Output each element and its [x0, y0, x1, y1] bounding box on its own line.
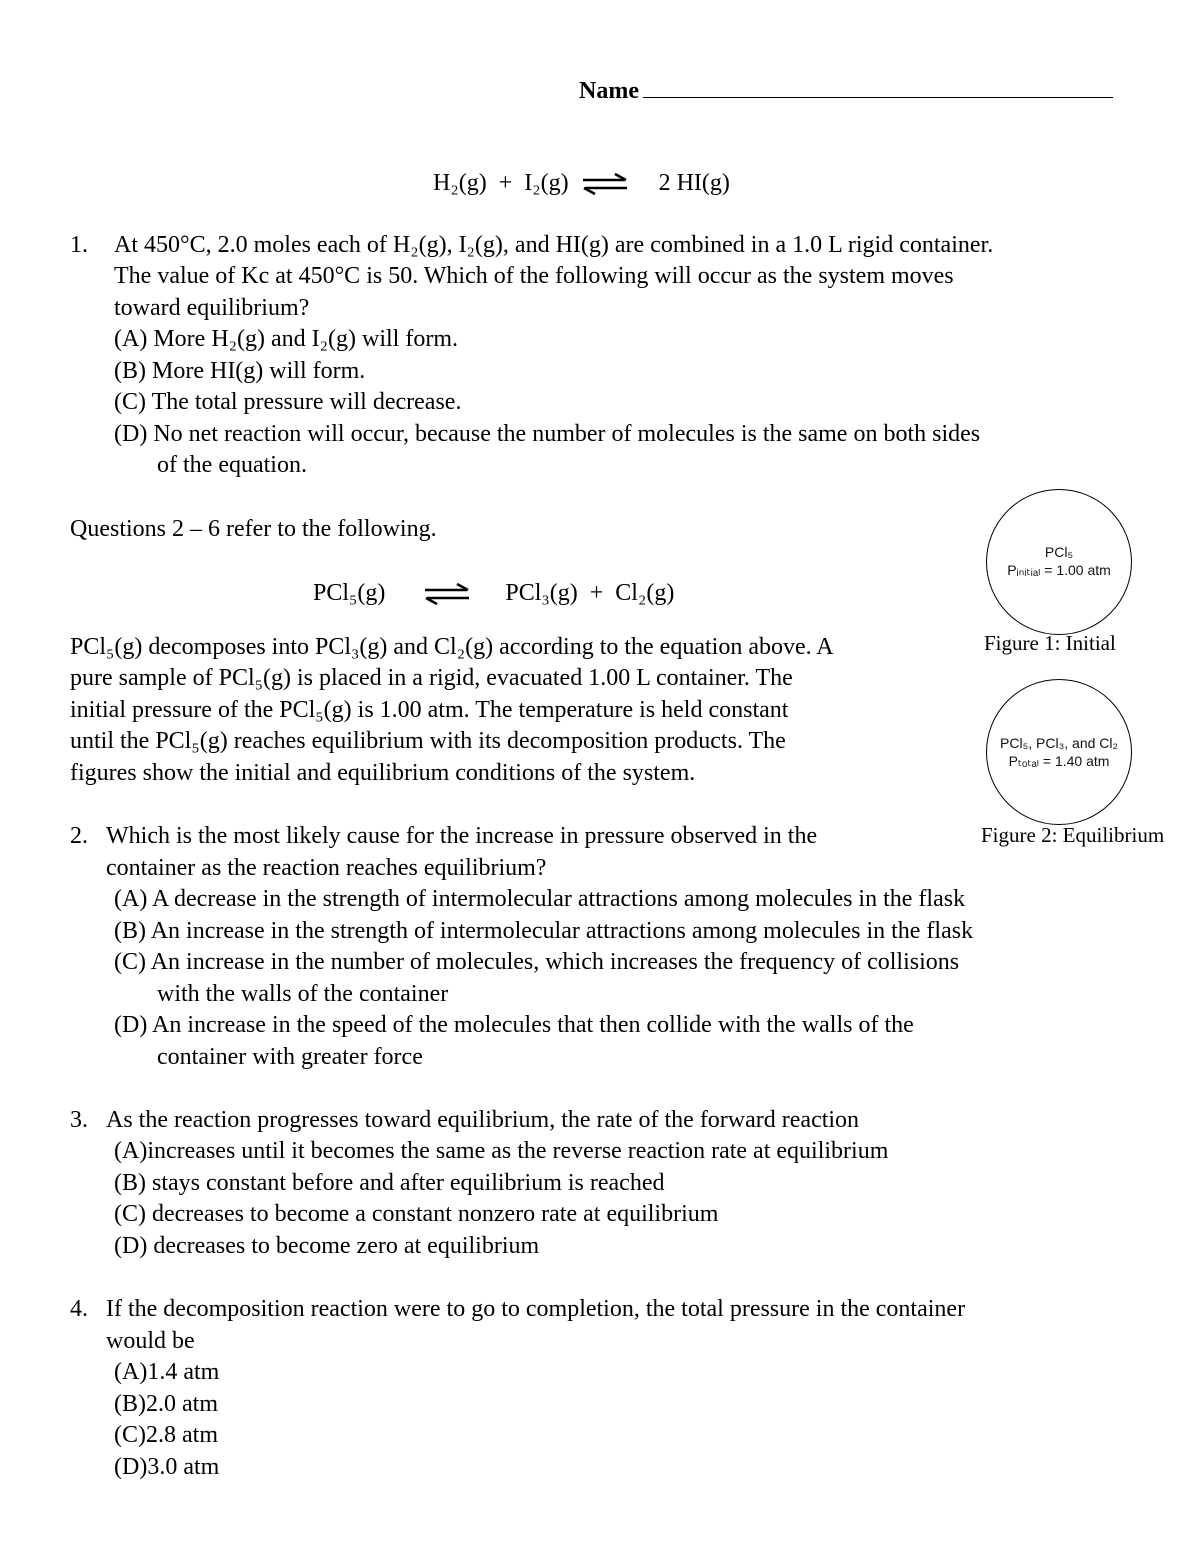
question-stem-line: As the reaction progresses toward equilibrium, the rate of the forward reaction — [106, 1107, 860, 1133]
name-label: Name — [579, 78, 639, 104]
equation-rhs: 2 HI(g) — [658, 170, 730, 196]
question-stem-line: Which is the most likely cause for the increase in pressure observed in the — [106, 823, 818, 849]
equilibrium-arrows-icon — [421, 582, 473, 606]
passage-line: initial pressure of the PCl₅(g) is 1.00 atm. The temperature is held constant — [70, 697, 789, 723]
name-field — [579, 73, 1113, 108]
answer-option-a: (A) A decrease in the strength of intermolecular attractions among molecules in the flask — [114, 886, 966, 912]
answer-option-c: (C) decreases to become a constant nonzero rate at equilibrium — [114, 1201, 719, 1227]
figure-1-caption: Figure 1: Initial — [984, 631, 1116, 655]
question-stem-line: At 450°C, 2.0 moles each of H₂(g), I₂(g), and HI(g) are combined in a 1.0 L rigid container. — [114, 232, 994, 258]
figure-2-caption: Figure 2: Equilibrium — [981, 823, 1165, 847]
figure-1-pressure: Pᵢₙᵢₜᵢₐₗ = 1.00 atm — [1007, 562, 1111, 578]
answer-option-c-continued: with the walls of the container — [157, 981, 449, 1007]
answer-option-a: (A) More H₂(g) and I₂(g) will form. — [114, 326, 458, 352]
answer-option-b: (B) stays constant before and after equilibrium is reached — [114, 1170, 665, 1196]
equation-h2-i2 — [433, 168, 730, 200]
passage-line: pure sample of PCl₅(g) is placed in a rigid, evacuated 1.00 L container. The — [70, 665, 793, 691]
answer-option-d-continued: of the equation. — [157, 452, 307, 478]
answer-option-d: (D) No net reaction will occur, because the number of molecules is the same on both sides — [114, 421, 981, 447]
passage-line: PCl₅(g) decomposes into PCl₃(g) and Cl₂(g) according to the equation above. A — [70, 634, 834, 660]
answer-option-c: (C) The total pressure will decrease. — [114, 389, 462, 415]
equilibrium-arrows-icon — [579, 172, 631, 196]
answer-option-a: (A)increases until it becomes the same as the reverse reaction rate at equilibrium — [114, 1138, 889, 1164]
question-stem-line: toward equilibrium? — [114, 295, 310, 321]
answer-option-d: (D) An increase in the speed of the molecules that then collide with the walls of the — [114, 1012, 914, 1038]
equation-rhs: PCl₃(g) + Cl₂(g) — [505, 580, 675, 606]
answer-option-c: (C) An increase in the number of molecules, which increases the frequency of collisions — [114, 949, 960, 975]
answer-option-d: (D) decreases to become zero at equilibrium — [114, 1233, 540, 1259]
question-group-intro: Questions 2 – 6 refer to the following. — [70, 516, 437, 542]
question-number: 1. — [70, 232, 88, 258]
figure-2-species: PCl₅, PCl₃, and Cl₂ — [1000, 735, 1118, 751]
figure-2-container-diagram — [986, 679, 1132, 825]
question-number: 2. — [70, 823, 88, 849]
question-stem-line: would be — [106, 1328, 195, 1354]
answer-option-d-continued: container with greater force — [157, 1044, 423, 1070]
passage-line: figures show the initial and equilibrium conditions of the system. — [70, 760, 696, 786]
equation-lhs: H₂(g) + I₂(g) — [433, 170, 569, 196]
name-blank-line — [643, 73, 1113, 98]
answer-option-a: (A)1.4 atm — [114, 1359, 220, 1385]
equation-pcl5 — [313, 578, 674, 610]
figure-1-container-diagram — [986, 489, 1132, 635]
passage-line: until the PCl₅(g) reaches equilibrium with its decomposition products. The — [70, 728, 786, 754]
answer-option-d: (D)3.0 atm — [114, 1454, 220, 1480]
question-stem-line: container as the reaction reaches equilibrium? — [106, 855, 547, 881]
figure-2-pressure: Pₜₒₜₐₗ = 1.40 atm — [1008, 753, 1110, 769]
answer-option-b: (B) An increase in the strength of intermolecular attractions among molecules in the flask — [114, 918, 974, 944]
equation-lhs: PCl₅(g) — [313, 580, 386, 606]
answer-option-b: (B) More HI(g) will form. — [114, 358, 366, 384]
question-number: 3. — [70, 1107, 88, 1133]
question-stem-line: If the decomposition reaction were to go to completion, the total pressure in the container — [106, 1296, 966, 1322]
answer-option-c: (C)2.8 atm — [114, 1422, 218, 1448]
figure-1-species: PCl₅ — [1044, 544, 1074, 560]
question-number: 4. — [70, 1296, 88, 1322]
answer-option-b: (B)2.0 atm — [114, 1391, 218, 1417]
question-stem-line: The value of Kc at 450°C is 50. Which of the following will occur as the system moves — [114, 263, 954, 289]
